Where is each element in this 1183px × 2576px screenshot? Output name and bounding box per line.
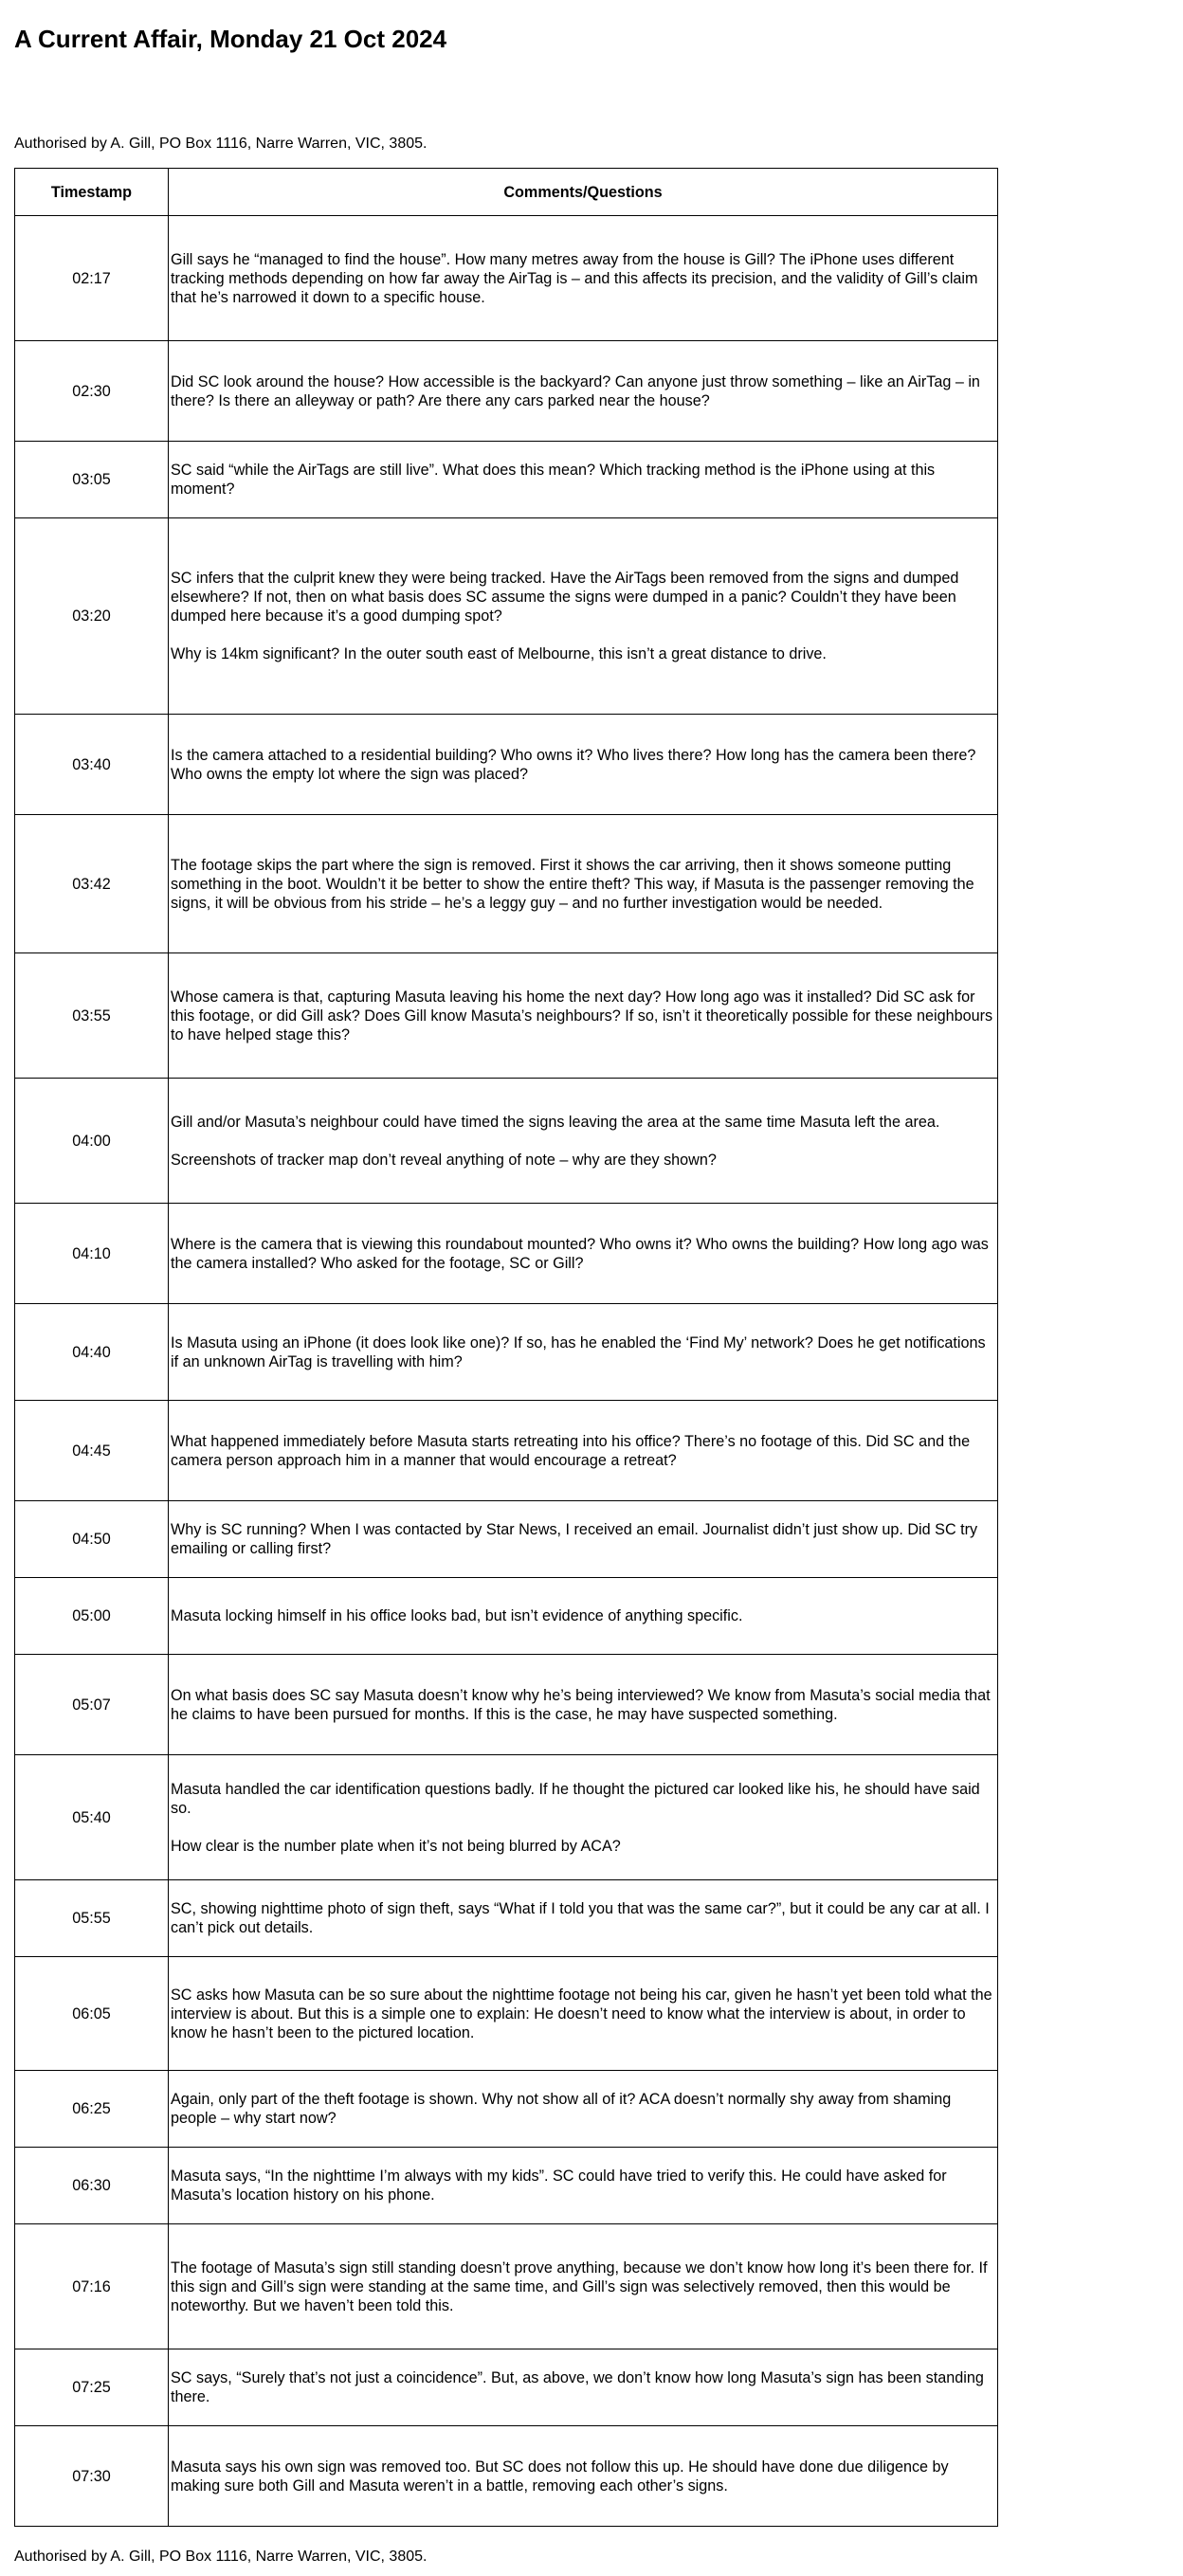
table-row xyxy=(15,2349,998,2426)
table-row xyxy=(15,1957,998,2071)
comment-paragraph: Again, only part of the theft footage is shown. Why not show all of it? ACA doesn’t normally shy away from shaming people – why start now? xyxy=(171,2091,952,2127)
timestamp-cell: 04:45 xyxy=(15,1401,169,1501)
comment-cell xyxy=(169,1401,998,1501)
timestamp-cell: 03:05 xyxy=(15,442,169,518)
comment-cell xyxy=(169,715,998,815)
comment-cell xyxy=(169,1755,998,1880)
table-row xyxy=(15,715,998,815)
table-row xyxy=(15,1304,998,1401)
table-row xyxy=(15,2224,998,2349)
comment-paragraph: Why is SC running? When I was contacted by Star News, I received an email. Journalist didn’t just show up. Did SC try emailing or calling first? xyxy=(171,1521,978,1557)
table-row xyxy=(15,1578,998,1655)
table-header xyxy=(15,169,998,216)
timestamp-cell: 03:40 xyxy=(15,715,169,815)
timestamp-cell: 05:07 xyxy=(15,1655,169,1755)
comment-paragraph: Did SC look around the house? How accessible is the backyard? Can anyone just throw something – like an AirTag – in there? Is there an alleyway or path? Are there any cars parked near the house? xyxy=(171,372,980,409)
table-row xyxy=(15,2148,998,2224)
comment-cell xyxy=(169,442,998,518)
header-row xyxy=(15,169,998,216)
table-row xyxy=(15,1755,998,1880)
comments-table xyxy=(14,168,998,2527)
authorisation-statement: Authorised by A. Gill, PO Box 1116, Narre Warren, VIC, 3805. xyxy=(14,136,428,152)
comment-paragraph: SC asks how Masuta can be so sure about the nighttime footage not being his car, given he hasn’t yet been told what the interview is about. But this is a simple one to explain: He doesn’t need to know what the interview is about, in order to know he hasn’t been to the pictured location. xyxy=(171,1986,992,2041)
timestamp-cell: 05:40 xyxy=(15,1755,169,1880)
timestamp-column-header: Timestamp xyxy=(15,169,169,216)
page-title: A Current Affair, Monday 21 Oct 2024 xyxy=(14,25,447,53)
comment-paragraph: Masuta says his own sign was removed too. But SC does not follow this up. He should have done due diligence by making sure both Gill and Masuta weren’t in a battle, removing each other’s signs. xyxy=(171,2458,949,2494)
timestamp-cell: 02:30 xyxy=(15,341,169,442)
timestamp-cell: 03:20 xyxy=(15,518,169,715)
table-row xyxy=(15,442,998,518)
timestamp-cell: 07:30 xyxy=(15,2426,169,2527)
comment-paragraph: The footage of Masuta’s sign still standing doesn’t prove anything, because we don’t know how long it’s been there for. If this sign and Gill’s sign were standing at the same time, and Gill’s sign was selectively removed, then this would be noteworthy. But we haven’t been told this. xyxy=(171,2259,988,2314)
comment-paragraph: Masuta says, “In the nighttime I’m always with my kids”. SC could have tried to verify this. He could have asked for Masuta’s location history on his phone. xyxy=(171,2168,947,2204)
comment-cell xyxy=(169,2224,998,2349)
comment-cell xyxy=(169,1079,998,1204)
comment-cell xyxy=(169,1655,998,1755)
table-row xyxy=(15,1655,998,1755)
timestamp-cell: 03:42 xyxy=(15,815,169,953)
comment-cell xyxy=(169,953,998,1079)
comment-paragraph: Gill and/or Masuta’s neighbour could have timed the signs leaving the area at the same time Masuta left the area. xyxy=(171,1113,940,1131)
timestamp-cell: 06:30 xyxy=(15,2148,169,2224)
timestamp-cell: 05:55 xyxy=(15,1880,169,1957)
table-row xyxy=(15,2426,998,2527)
comment-paragraph: Is the camera attached to a residential building? Who owns it? Who lives there? How long has the camera been there? Who owns the empty lot where the sign was placed? xyxy=(171,746,976,783)
table-row xyxy=(15,815,998,953)
comment-paragraph: SC infers that the culprit knew they were being tracked. Have the AirTags been removed from the signs and dumped elsewhere? If not, then on what basis does SC assume the signs were dumped in a panic? Couldn’t they have been dumped here because it’s a good dumping spot? xyxy=(171,570,959,625)
comment-cell xyxy=(169,341,998,442)
timestamp-cell: 03:55 xyxy=(15,953,169,1079)
comments-column-header: Comments/Questions xyxy=(169,169,998,216)
timestamp-cell: 04:50 xyxy=(15,1501,169,1578)
timestamp-cell: 02:17 xyxy=(15,216,169,341)
comment-cell xyxy=(169,2148,998,2224)
comment-paragraph: Why is 14km significant? In the outer south east of Melbourne, this isn’t a great distance to drive. xyxy=(171,645,827,662)
comment-cell xyxy=(169,1204,998,1304)
comment-paragraph: On what basis does SC say Masuta doesn’t know why he’s being interviewed? We know from Masuta’s social media that he claims to have been pursued for months. If this is the case, he may have suspected something. xyxy=(171,1686,991,1723)
table-row xyxy=(15,1079,998,1204)
comment-paragraph: SC says, “Surely that’s not just a coincidence”. But, as above, we don’t know how long Masuta’s sign has been standing there. xyxy=(171,2369,984,2405)
table-row xyxy=(15,953,998,1079)
comment-paragraph: SC, showing nighttime photo of sign theft, says “What if I told you that was the same car?”, but it could be any car at all. I can’t pick out details. xyxy=(171,1900,990,1936)
timestamp-cell: 07:25 xyxy=(15,2349,169,2426)
comment-paragraph: Gill says he “managed to find the house”. How many metres away from the house is Gill? The iPhone uses different tracking methods depending on how far away the AirTag is – and this affects its precision, and the validity of Gill’s claim that he’s narrowed it down to a specific house. xyxy=(171,250,978,306)
table-body xyxy=(15,216,998,2527)
table-row xyxy=(15,1401,998,1501)
timestamp-cell: 07:16 xyxy=(15,2224,169,2349)
comment-paragraph: Screenshots of tracker map don’t reveal anything of note – why are they shown? xyxy=(171,1151,717,1169)
table-row xyxy=(15,216,998,341)
table-row xyxy=(15,1880,998,1957)
comment-cell xyxy=(169,1304,998,1401)
comment-cell xyxy=(169,2426,998,2527)
table-row xyxy=(15,341,998,442)
comment-cell xyxy=(169,2071,998,2148)
comment-cell xyxy=(169,518,998,715)
table-row xyxy=(15,2071,998,2148)
timestamp-cell: 04:40 xyxy=(15,1304,169,1401)
timestamp-cell: 06:05 xyxy=(15,1957,169,2071)
comment-cell xyxy=(169,1501,998,1578)
comment-cell xyxy=(169,216,998,341)
authorisation-statement-footer: Authorised by A. Gill, PO Box 1116, Narre Warren, VIC, 3805. xyxy=(14,2549,428,2565)
comment-cell xyxy=(169,1880,998,1957)
timestamp-cell: 05:00 xyxy=(15,1578,169,1655)
comment-paragraph: Is Masuta using an iPhone (it does look like one)? If so, has he enabled the ‘Find My’ network? Does he get notifications if an unknown AirTag is travelling with him? xyxy=(171,1333,986,1370)
timestamp-cell: 06:25 xyxy=(15,2071,169,2148)
comment-paragraph: Whose camera is that, capturing Masuta leaving his home the next day? How long ago was it installed? Did SC ask for this footage, or did Gill ask? Does Gill know Masuta’s neighbours? If so, isn’t it theoretically possible for these neighbours to have helped stage this? xyxy=(171,988,993,1043)
comment-paragraph: Where is the camera that is viewing this roundabout mounted? Who owns it? Who owns the building? How long ago was the camera installed? Who asked for the footage, SC or Gill? xyxy=(171,1235,989,1272)
comment-paragraph: Masuta locking himself in his office looks bad, but isn’t evidence of anything specific. xyxy=(171,1607,743,1624)
comment-cell xyxy=(169,815,998,953)
comment-cell xyxy=(169,1957,998,2071)
timestamp-cell: 04:10 xyxy=(15,1204,169,1304)
timestamp-cell: 04:00 xyxy=(15,1079,169,1204)
comment-cell xyxy=(169,2349,998,2426)
comment-paragraph: SC said “while the AirTags are still live”. What does this mean? Which tracking method is the iPhone using at this moment? xyxy=(171,462,936,498)
comment-paragraph: How clear is the number plate when it’s not being blurred by ACA? xyxy=(171,1837,621,1855)
comment-paragraph: What happened immediately before Masuta starts retreating into his office? There’s no footage of this. Did SC and the camera person approach him in a manner that would encourage a retreat? xyxy=(171,1432,971,1469)
comment-cell xyxy=(169,1578,998,1655)
table-row xyxy=(15,1204,998,1304)
table-row xyxy=(15,518,998,715)
table-row xyxy=(15,1501,998,1578)
comment-paragraph: Masuta handled the car identification questions badly. If he thought the pictured car looked like his, he should have said so. xyxy=(171,1780,980,1817)
comment-paragraph: The footage skips the part where the sign is removed. First it shows the car arriving, then it shows someone putting something in the boot. Wouldn’t it be better to show the entire theft? This way, if Masuta is the passenger removing the signs, it will be obvious from his stride – he’s a leggy guy – and no further investigation would be needed. xyxy=(171,856,974,912)
